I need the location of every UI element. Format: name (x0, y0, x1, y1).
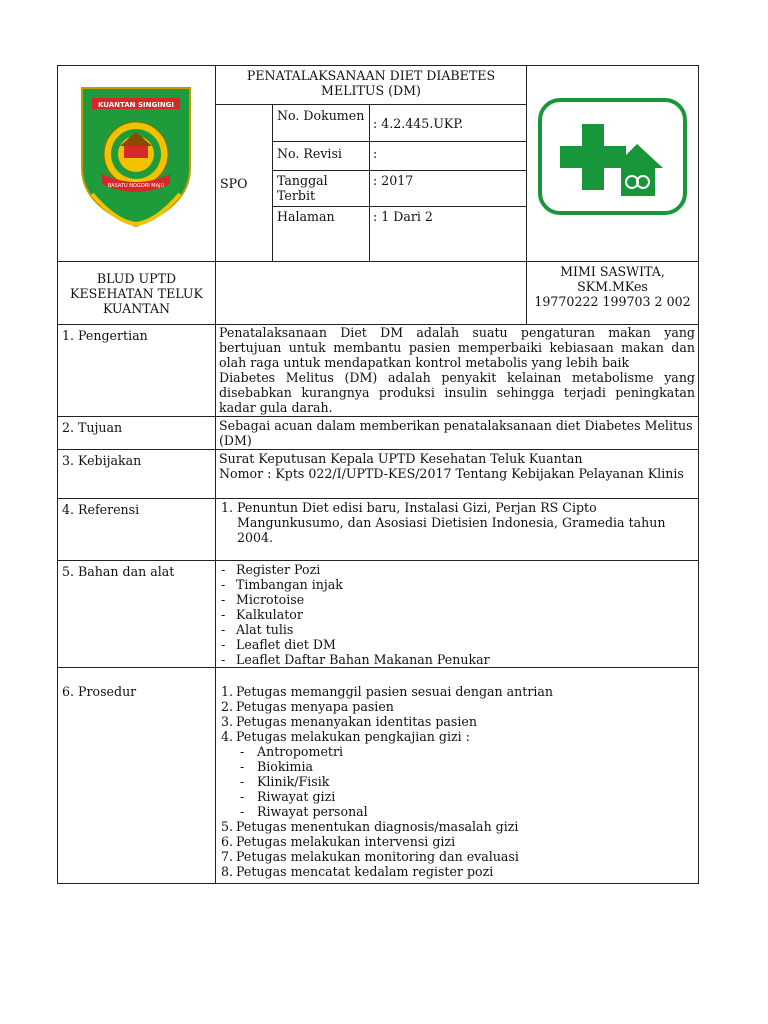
section-label-pengertian: 1. Pengertian (58, 325, 216, 417)
meta-label-dokumen: No. Dokumen (273, 105, 370, 142)
step-text: Petugas mencatat kedalam register pozi (236, 864, 494, 879)
spo-document (57, 65, 697, 884)
step-text: Petugas melakukan monitoring dan evaluasi (236, 849, 519, 864)
pengkajian-item: - Riwayat gizi (237, 789, 695, 804)
prosedur-step (219, 819, 695, 834)
document-title-cell (216, 66, 527, 105)
section-body-pengertian (216, 325, 699, 417)
section-label-prosedur: 6. Prosedur (58, 668, 216, 884)
meta-value-revisi: : (370, 142, 527, 171)
bahan-item: - Kalkulator (219, 607, 695, 622)
step-number: 1. (221, 684, 234, 699)
bahan-list (219, 562, 695, 667)
step-number: 4. (221, 729, 234, 744)
meta-value-halaman: : 1 Dari 2 (370, 207, 527, 262)
step-number: 5. (221, 819, 234, 834)
section-body-prosedur (216, 668, 699, 884)
section-body-kebijakan (216, 450, 699, 499)
bahan-item: - Microtoise (219, 592, 695, 607)
step-number: 8. (221, 864, 234, 879)
step-number: 6. (221, 834, 234, 849)
prosedur-step (219, 834, 695, 849)
step-text: Petugas melakukan intervensi gizi (236, 834, 456, 849)
spo-label: SPO (216, 105, 273, 262)
bahan-item: - Register Pozi (219, 562, 695, 577)
pengkajian-item: - Antropometri (237, 744, 695, 759)
step-number: 7. (221, 849, 234, 864)
prosedur-step (219, 849, 695, 864)
pengkajian-item: - Riwayat personal (237, 804, 695, 819)
section-body-referensi (216, 499, 699, 561)
step-text: Petugas memanggil pasien sesuai dengan antrian (236, 684, 554, 699)
step-number: 2. (221, 699, 234, 714)
signatory-cell (527, 262, 699, 325)
section-label-referensi: 4. Referensi (58, 499, 216, 561)
signatory-name: MIMI SASWITA, SKM.MKes (560, 264, 665, 294)
meta-value-tanggal: : 2017 (370, 171, 527, 207)
kuantan-singingi-logo (58, 66, 214, 242)
section-label-bahan: 5. Bahan dan alat (58, 561, 216, 668)
step-text: Petugas menentukan diagnosis/masalah gizi (236, 819, 519, 834)
institution-name: BLUD UPTD KESEHATAN TELUK KUANTAN (58, 262, 216, 325)
prosedur-step (219, 729, 695, 744)
header-table (57, 65, 699, 325)
prosedur-steps-before (219, 684, 695, 744)
meta-label-tanggal: Tanggal Terbit (273, 171, 370, 207)
bahan-item: - Leaflet Daftar Bahan Makanan Penukar (219, 652, 695, 667)
meta-value-dokumen: : 4.2.445.UKP. (370, 105, 527, 142)
document-title: PENATALAKSANAAN DIET DIABETES MELITUS (DM) (246, 68, 496, 98)
section-label-tujuan: 2. Tujuan (58, 417, 216, 450)
pengkajian-item: - Biokimia (237, 759, 695, 774)
bahan-item: - Alat tulis (219, 622, 695, 637)
pengkajian-sublist (219, 744, 695, 819)
prosedur-step (219, 714, 695, 729)
left-logo-cell (58, 66, 216, 262)
right-logo-cell (527, 66, 699, 262)
step-number: 3. (221, 714, 234, 729)
bahan-item: - Leaflet diet DM (219, 637, 695, 652)
pengkajian-item: - Klinik/Fisik (237, 774, 695, 789)
step-text: Petugas melakukan pengkajian gizi : (236, 729, 470, 744)
section-body-bahan (216, 561, 699, 668)
kebijakan-line-2: Nomor : Kpts 022/I/UPTD-KES/2017 Tentang Kebijakan Pelayanan Klinis (219, 466, 684, 481)
section-body-tujuan: Sebagai acuan dalam memberikan penatalaksanaan diet Diabetes Melitus (DM) (216, 417, 699, 450)
prosedur-step (219, 864, 695, 879)
section-label-kebijakan: 3. Kebijakan (58, 450, 216, 499)
health-cross-logo (527, 66, 697, 242)
bahan-item: - Timbangan injak (219, 577, 695, 592)
signatory-nip: 19770222 199703 2 002 (534, 294, 691, 309)
logo-text-ribbon: BASATU NOGORI MAJU (107, 183, 165, 189)
meta-label-halaman: Halaman (273, 207, 370, 262)
prosedur-step (219, 699, 695, 714)
step-text: Petugas menyapa pasien (236, 699, 394, 714)
step-text: Petugas menanyakan identitas pasien (236, 714, 477, 729)
prosedur-step (219, 684, 695, 699)
kebijakan-line-1: Surat Keputusan Kepala UPTD Kesehatan Teluk Kuantan (219, 451, 583, 466)
blank-middle-cell (216, 262, 527, 325)
content-table (57, 324, 699, 884)
prosedur-steps-after (219, 819, 695, 879)
meta-label-revisi: No. Revisi (273, 142, 370, 171)
pengertian-paragraph-1: Penatalaksanaan Diet DM adalah suatu pengaturan makan yang bertujuan untuk membantu pasien memperbaiki kebiasaan makan dan olah raga untuk mendapatkan kontrol metabolis yang lebih baik (219, 325, 695, 370)
referensi-item: 1. Penuntun Diet edisi baru, Instalasi Gizi, Perjan RS Cipto Mangunkusumo, dan Asosiasi Dietisien Indonesia, Gramedia tahun 2004. (221, 500, 666, 545)
logo-text-top: KUANTAN SINGINGI (97, 101, 175, 109)
pengertian-paragraph-2: Diabetes Melitus (DM) adalah penyakit kelainan metabolisme yang disebabkan kurangnya produksi insulin sehingga terjadi peningkatan kadar gula darah. (219, 370, 695, 415)
